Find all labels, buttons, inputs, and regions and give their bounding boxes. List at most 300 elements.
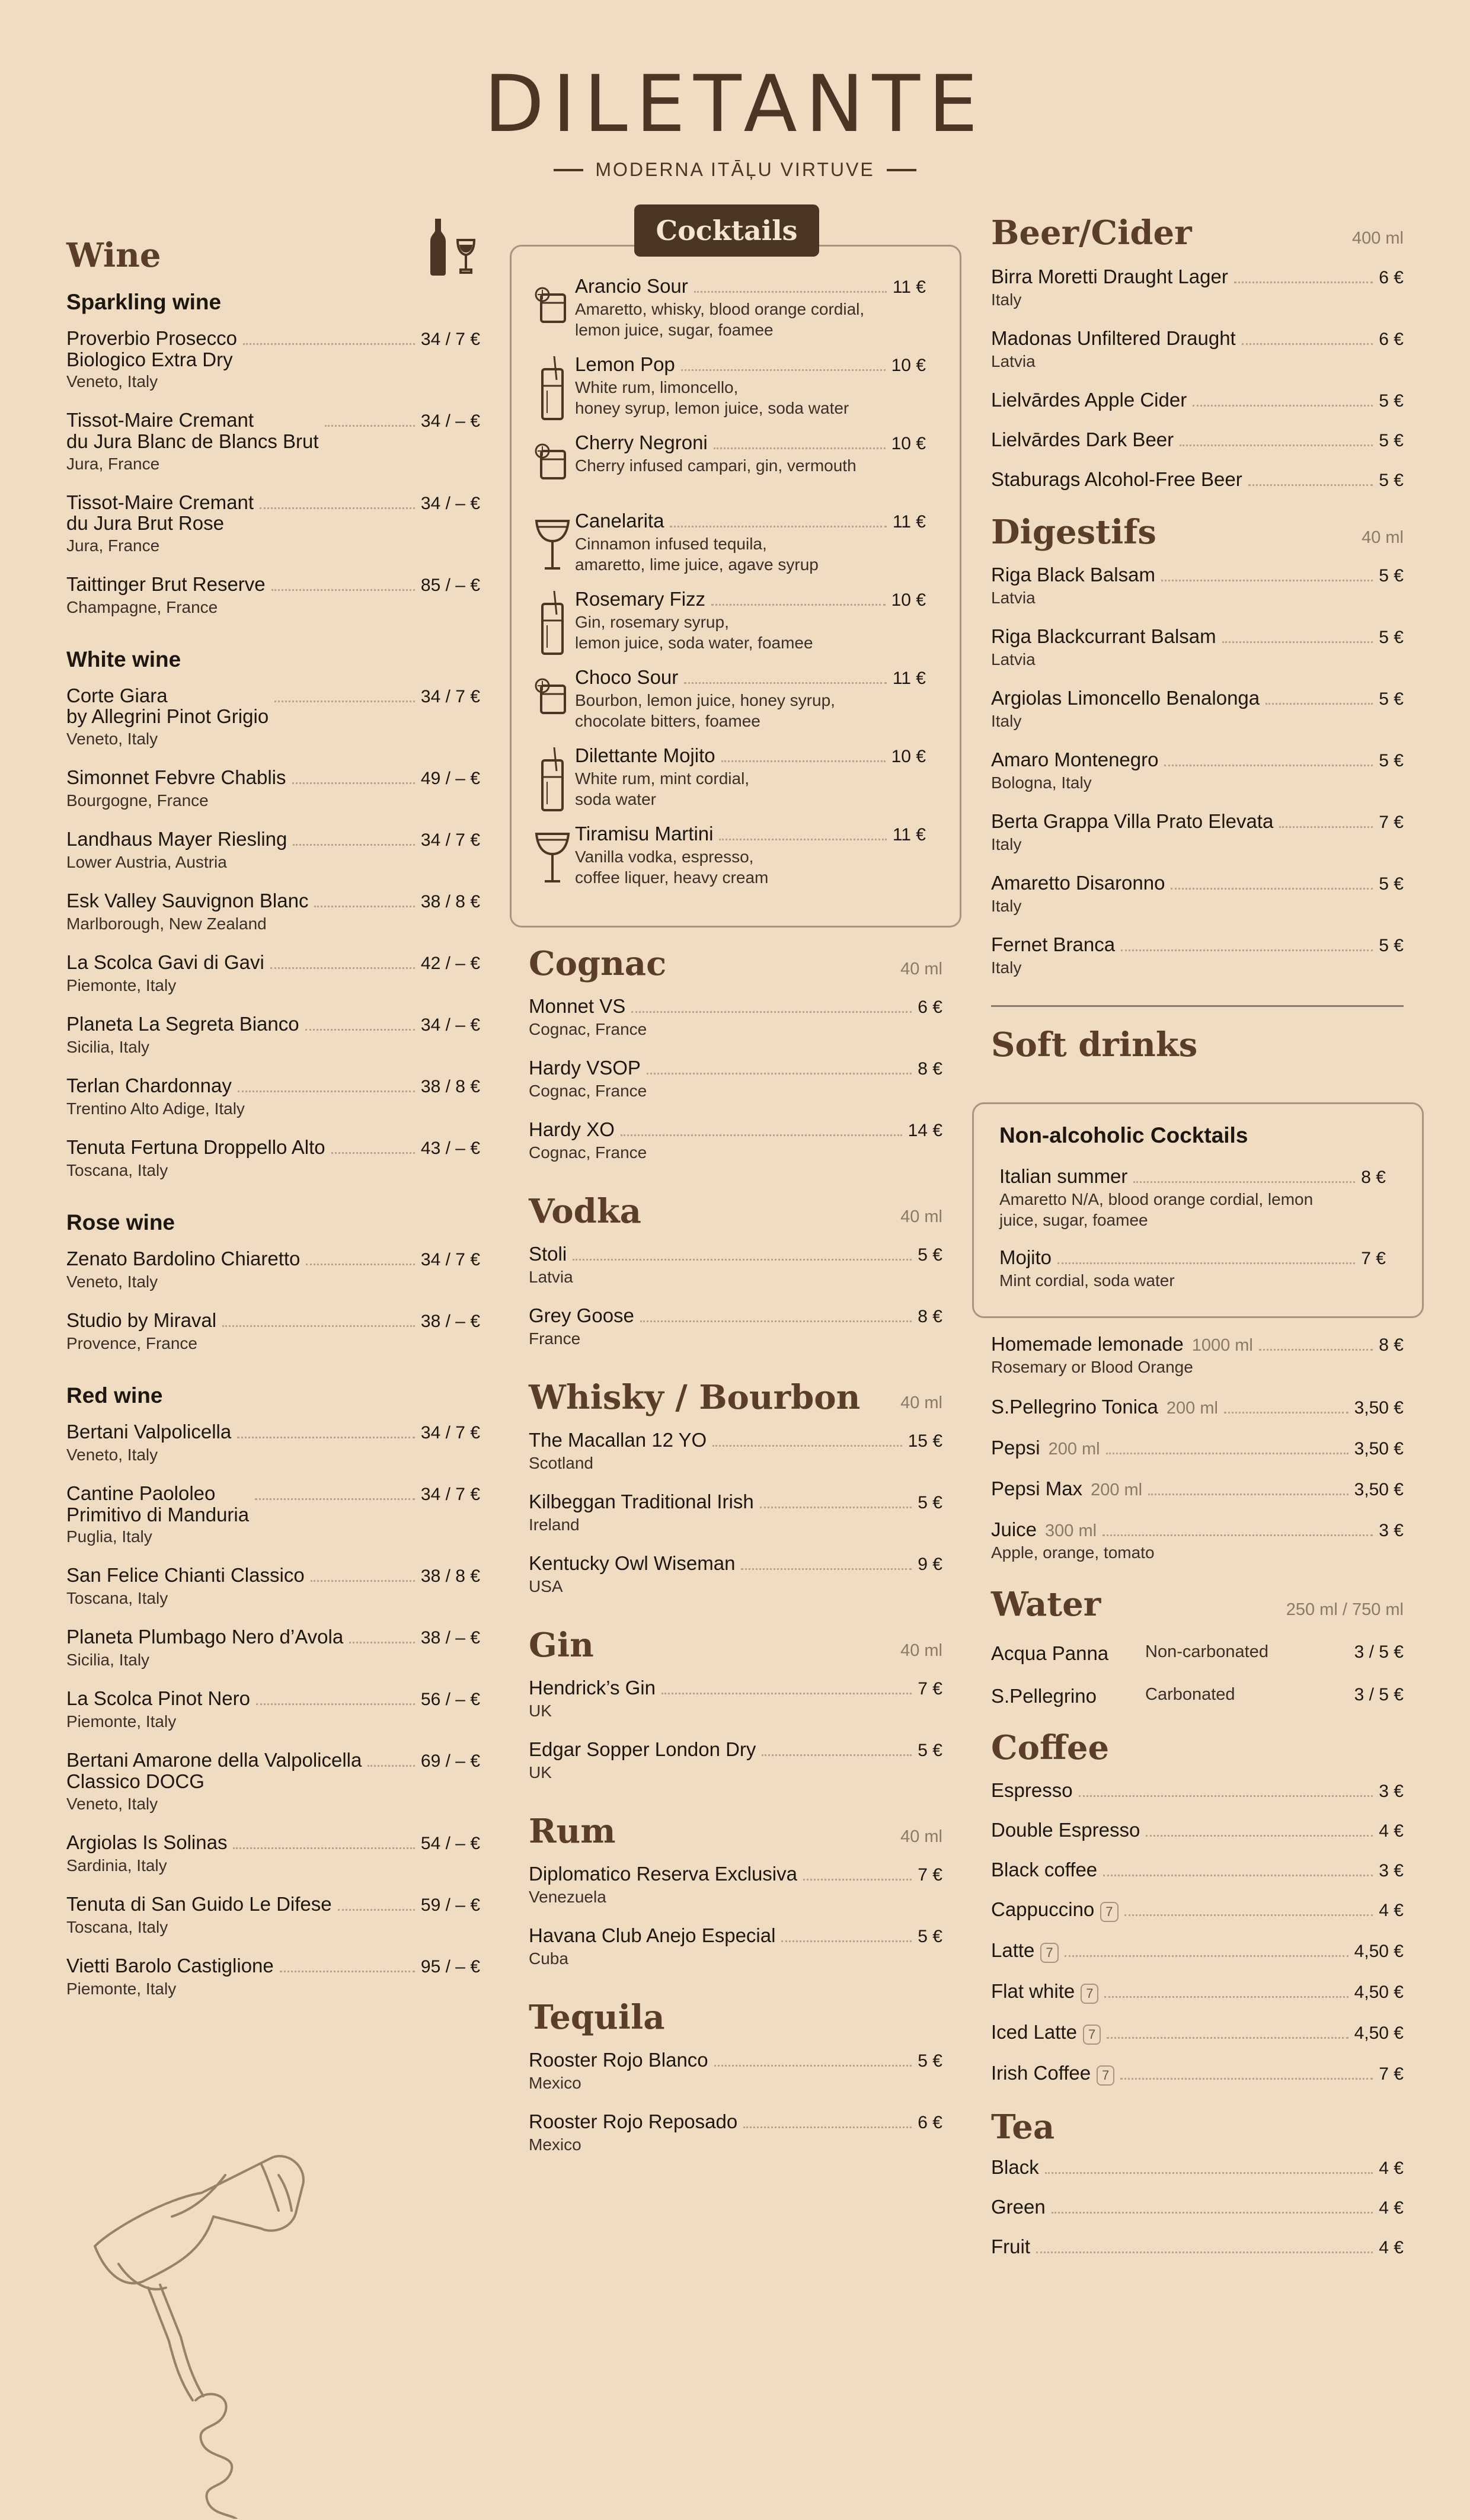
cocktail-item xyxy=(530,745,926,813)
dot-leader xyxy=(233,1847,414,1849)
section-title: Digestifs xyxy=(991,513,1156,552)
item-name: Tissot-Maire Cremant du Jura Blanc de Blancs Brut xyxy=(66,409,319,452)
cocktail-body xyxy=(575,354,926,421)
section-title: Cognac xyxy=(529,944,667,983)
item-name: Taittinger Brut Reserve xyxy=(66,573,266,595)
section-header xyxy=(529,1626,942,1665)
menu-item xyxy=(66,1248,480,1292)
item-name: Vietti Barolo Castiglione xyxy=(66,1954,274,1977)
item-name: Fernet Branca xyxy=(991,933,1116,955)
subsection-title: Non-alcoholic Cocktails xyxy=(999,1123,1248,1147)
dot-leader xyxy=(280,1971,415,1972)
item-origin: Mexico xyxy=(529,2135,581,2154)
item-price: 10 € xyxy=(891,747,926,766)
item-price: 5 € xyxy=(918,1245,942,1265)
dot-leader xyxy=(274,701,415,702)
item-row xyxy=(66,1013,480,1035)
item-name: Italian summer xyxy=(999,1165,1128,1187)
item-row xyxy=(529,1677,942,1699)
menu-item xyxy=(991,2022,1404,2045)
item-name: Pepsi Max xyxy=(991,1478,1083,1499)
menu-item xyxy=(66,829,480,872)
section-header xyxy=(991,2108,1404,2147)
cocktail-item xyxy=(530,432,926,500)
item-price: 5 € xyxy=(1379,689,1404,709)
item-price: 59 / – € xyxy=(420,1895,480,1915)
item-row xyxy=(66,952,480,974)
item-name: Terlan Chardonnay xyxy=(66,1074,232,1096)
menu-item xyxy=(529,1430,942,1473)
section-header xyxy=(991,213,1404,252)
section-header xyxy=(529,1378,942,1417)
menu-item xyxy=(999,1166,1386,1230)
item-price: 34 / 7 € xyxy=(420,830,480,850)
wine-group xyxy=(66,290,480,618)
item-origin: France xyxy=(529,1329,581,1348)
item-name: Bertani Valpolicella xyxy=(66,1421,232,1443)
item-row xyxy=(575,667,926,689)
section-header xyxy=(529,944,942,983)
item-row xyxy=(999,1247,1386,1269)
coupe-glass-icon xyxy=(533,826,572,891)
item-price: 11 € xyxy=(892,277,926,297)
item-name: Rosemary Fizz xyxy=(575,588,706,610)
water-item xyxy=(991,1685,1404,1707)
menu-item xyxy=(999,1247,1386,1291)
section-title: Tequila xyxy=(529,1998,665,2037)
item-price: 4 € xyxy=(1379,1821,1404,1841)
item-row xyxy=(529,1863,942,1885)
item-price: 85 / – € xyxy=(420,575,480,595)
item-price: 5 € xyxy=(918,2051,942,2071)
item-description: Bourbon, lemon juice, honey syrup, chocolate bitters, foamee xyxy=(575,691,835,730)
menu-item xyxy=(529,1057,942,1101)
item-price: 34 / – € xyxy=(420,1015,480,1035)
item-row xyxy=(991,564,1404,586)
menu-item xyxy=(66,685,480,749)
dot-leader xyxy=(714,447,886,449)
cocktail-icon xyxy=(530,667,575,734)
item-origin: Rosemary or Blood Orange xyxy=(991,1358,1193,1376)
item-row xyxy=(529,1739,942,1761)
menu-item xyxy=(991,872,1404,916)
item-price: 6 € xyxy=(1379,330,1404,349)
item-row xyxy=(529,2049,942,2071)
dot-leader xyxy=(1057,1262,1355,1264)
dot-leader xyxy=(237,1437,415,1438)
menu-item xyxy=(66,1013,480,1057)
item-name: Madonas Unfiltered Draught xyxy=(991,327,1236,349)
item-origin: Lower Austria, Austria xyxy=(66,853,227,871)
item-price: 5 € xyxy=(1379,936,1404,955)
item-badge: 7 xyxy=(1081,1984,1098,2004)
dot-leader xyxy=(238,1090,415,1092)
item-row xyxy=(66,1688,480,1710)
dot-leader xyxy=(1124,1914,1373,1916)
item-name: Latte xyxy=(991,1939,1035,1961)
dot-leader xyxy=(781,1940,912,1942)
item-price: 7 € xyxy=(1361,1249,1386,1268)
item-name: Esk Valley Sauvignon Blanc xyxy=(66,890,309,912)
item-name: Planeta La Segreta Bianco xyxy=(66,1013,299,1035)
item-origin: Toscana, Italy xyxy=(66,1589,168,1608)
item-price: 34 / – € xyxy=(420,411,480,431)
dot-leader xyxy=(349,1642,415,1643)
item-row xyxy=(991,1780,1404,1802)
dot-leader xyxy=(803,1879,912,1881)
item-name: Riga Black Balsam xyxy=(991,564,1155,586)
dot-leader xyxy=(684,682,887,684)
vodka-section xyxy=(529,1192,942,1349)
section-note: 40 ml xyxy=(900,1641,942,1660)
item-price: 7 € xyxy=(918,1865,942,1885)
menu-item xyxy=(66,1688,480,1732)
dot-leader xyxy=(1103,1875,1373,1876)
item-row xyxy=(991,389,1404,411)
dot-leader xyxy=(694,291,887,293)
cocktail-body xyxy=(575,667,926,734)
dot-leader xyxy=(1224,1412,1348,1413)
section-note: 40 ml xyxy=(900,1393,942,1412)
item-name: Berta Grappa Villa Prato Elevata xyxy=(991,810,1274,832)
item-name: Hendrick’s Gin xyxy=(529,1677,656,1699)
dot-leader xyxy=(1104,1996,1348,1998)
dot-leader xyxy=(1248,484,1373,486)
item-origin: Champagne, France xyxy=(66,597,218,616)
item-row xyxy=(66,574,480,596)
dot-leader xyxy=(631,1011,912,1013)
item-row xyxy=(991,749,1404,771)
menu-item xyxy=(66,1832,480,1876)
wine-column xyxy=(66,216,480,2017)
item-name: Lielvārdes Dark Beer xyxy=(991,428,1174,450)
menu-item xyxy=(991,687,1404,731)
item-row xyxy=(529,1553,942,1575)
item-row xyxy=(575,354,926,376)
item-origin: Sardinia, Italy xyxy=(66,1856,167,1875)
item-name: Homemade lemonade xyxy=(991,1333,1184,1355)
item-row xyxy=(66,1955,480,1977)
item-name: Cantine Paololeo Primitivo di Manduria xyxy=(66,1482,250,1526)
item-row xyxy=(575,589,926,610)
item-row xyxy=(575,510,926,532)
divider xyxy=(887,169,916,171)
item-name: Choco Sour xyxy=(575,666,679,688)
menu-item xyxy=(991,2236,1404,2258)
section-title: Beer/Cider xyxy=(991,213,1192,252)
item-row xyxy=(529,1925,942,1947)
item-name: Riga Blackcurrant Balsam xyxy=(991,625,1216,647)
item-row xyxy=(529,1119,942,1141)
item-name: Proverbio Prosecco Biologico Extra Dry xyxy=(66,327,237,370)
item-price: 56 / – € xyxy=(420,1690,480,1710)
menu-item xyxy=(991,626,1404,670)
menu-item xyxy=(66,1565,480,1608)
dot-leader xyxy=(662,1693,912,1694)
item-row xyxy=(991,1859,1404,1881)
item-row xyxy=(991,687,1404,709)
item-description: Cinnamon infused tequila, amaretto, lime juice, agave syrup xyxy=(575,535,819,574)
item-price: 54 / – € xyxy=(420,1833,480,1853)
item-row xyxy=(991,328,1404,350)
item-name: Black xyxy=(991,2156,1039,2178)
menu-item xyxy=(66,1421,480,1465)
divider xyxy=(991,1005,1404,1007)
item-origin: Veneto, Italy xyxy=(66,372,158,391)
item-name: Pepsi xyxy=(991,1437,1040,1459)
item-row xyxy=(529,1057,942,1079)
highball-glass-icon xyxy=(533,747,572,813)
item-volume: 1000 ml xyxy=(1191,1336,1253,1355)
item-row xyxy=(991,2236,1404,2258)
dot-leader xyxy=(1266,703,1373,705)
item-row xyxy=(529,1491,942,1513)
item-price: 42 / – € xyxy=(420,954,480,973)
item-description: Amaretto N/A, blood orange cordial, lemon juice, sugar, foamee xyxy=(999,1190,1314,1229)
item-row xyxy=(991,1396,1404,1418)
item-price: 5 € xyxy=(1379,628,1404,647)
item-name: Hardy XO xyxy=(529,1118,615,1140)
na-list xyxy=(999,1166,1386,1291)
item-row xyxy=(529,2111,942,2133)
item-badge: 7 xyxy=(1083,2025,1101,2045)
item-name: Edgar Sopper London Dry xyxy=(529,1738,756,1760)
item-price: 3 / 5 € xyxy=(1354,1642,1404,1662)
menu-item xyxy=(66,1626,480,1670)
cocktail-icon xyxy=(530,589,575,656)
item-name: La Scolca Gavi di Gavi xyxy=(66,951,264,973)
item-origin: Veneto, Italy xyxy=(66,730,158,748)
item-name: Juice xyxy=(991,1518,1037,1540)
section-header xyxy=(529,1998,942,2037)
item-price: 95 / – € xyxy=(420,1956,480,1977)
item-badge: 7 xyxy=(1040,1943,1058,1963)
item-name: Lielvārdes Apple Cider xyxy=(991,389,1187,411)
dot-leader xyxy=(1120,2078,1373,2080)
item-origin: Marlborough, New Zealand xyxy=(66,914,267,933)
dot-leader xyxy=(1180,444,1373,446)
item-description: White rum, mint cordial, soda water xyxy=(575,769,750,808)
item-name: Double Espresso xyxy=(991,1819,1140,1841)
menu-item xyxy=(991,266,1404,310)
menu-item xyxy=(529,1305,942,1349)
item-price: 4,50 € xyxy=(1354,1982,1404,2002)
item-price: 11 € xyxy=(892,512,926,532)
wine-group xyxy=(66,647,480,1181)
gin-section xyxy=(529,1626,942,1783)
menu-item xyxy=(66,1137,480,1181)
item-name: Argiolas Is Solinas xyxy=(66,1831,228,1853)
item-name: Kentucky Owl Wiseman xyxy=(529,1552,736,1574)
dot-leader xyxy=(271,589,415,591)
item-price: 11 € xyxy=(892,669,926,688)
item-price: 10 € xyxy=(891,590,926,610)
section-title: Water xyxy=(991,1585,1101,1624)
section-note: 40 ml xyxy=(900,960,942,978)
menu-item xyxy=(66,574,480,618)
dot-leader xyxy=(1065,1955,1348,1957)
item-price: 38 / 8 € xyxy=(420,892,480,912)
dot-leader xyxy=(711,604,886,606)
dot-leader xyxy=(1222,641,1373,643)
spirits-column xyxy=(529,944,942,2173)
menu-item xyxy=(991,469,1404,491)
item-price: 3,50 € xyxy=(1354,1398,1404,1418)
item-origin: Puglia, Italy xyxy=(66,1527,152,1546)
menu-item xyxy=(991,1437,1404,1459)
dot-leader xyxy=(743,2126,912,2128)
wine-header xyxy=(66,216,480,275)
item-origin: Bologna, Italy xyxy=(991,773,1092,792)
item-price: 5 € xyxy=(1379,391,1404,411)
item-origin: Latvia xyxy=(991,352,1036,370)
item-price: 15 € xyxy=(907,1431,942,1451)
item-row xyxy=(529,1430,942,1451)
rocks-glass-citrus-icon xyxy=(533,278,572,343)
cocktails-title: Cocktails xyxy=(634,204,819,257)
item-row xyxy=(66,1421,480,1443)
item-name: Simonnet Febvre Chablis xyxy=(66,766,286,788)
cocktail-icon xyxy=(530,745,575,813)
item-row xyxy=(991,1981,1404,2004)
item-name: Diplomatico Reserva Exclusiva xyxy=(529,1863,797,1885)
item-price: 3 € xyxy=(1379,1782,1404,1801)
item-origin: Jura, France xyxy=(66,536,160,555)
dot-leader xyxy=(621,1134,902,1136)
item-name: Cappuccino xyxy=(991,1898,1095,1920)
brand-header xyxy=(0,59,1470,181)
menu-item xyxy=(66,890,480,934)
section-title: Whisky / Bourbon xyxy=(529,1378,861,1417)
item-row xyxy=(991,811,1404,833)
item-name: Stoli xyxy=(529,1243,567,1265)
section-note: 40 ml xyxy=(900,1207,942,1226)
item-origin: Italy xyxy=(991,958,1022,977)
item-price: 4 € xyxy=(1379,2158,1404,2178)
item-row xyxy=(529,996,942,1018)
item-origin: Venezuela xyxy=(529,1888,606,1906)
item-price: 5 € xyxy=(918,1927,942,1946)
item-row xyxy=(66,492,480,534)
cocktail-item xyxy=(530,510,926,578)
cocktail-icon xyxy=(530,510,575,578)
item-price: 4,50 € xyxy=(1354,1942,1404,1961)
menu-item xyxy=(991,1899,1404,1922)
item-origin: Italy xyxy=(991,712,1022,730)
dot-leader xyxy=(1045,2172,1373,2174)
item-name: Dilettante Mojito xyxy=(575,744,715,766)
item-price: 9 € xyxy=(918,1555,942,1574)
highball-glass-icon xyxy=(533,356,572,421)
beer-section xyxy=(991,213,1404,491)
subsection-title: White wine xyxy=(66,647,181,671)
section-title: Tea xyxy=(991,2108,1055,2147)
dot-leader xyxy=(719,839,886,840)
item-origin: Cognac, France xyxy=(529,1143,647,1162)
item-row xyxy=(575,432,926,454)
item-description: Vanilla vodka, espresso, coffee liquer, heavy cream xyxy=(575,848,769,887)
item-row xyxy=(991,934,1404,956)
dot-leader xyxy=(1164,765,1373,766)
item-name: Tiramisu Martini xyxy=(575,823,714,845)
menu-item xyxy=(991,2196,1404,2218)
item-row xyxy=(991,1333,1404,1355)
item-name: La Scolca Pinot Nero xyxy=(66,1687,251,1710)
dot-leader xyxy=(1234,282,1373,283)
dot-leader xyxy=(762,1754,912,1756)
item-row xyxy=(66,1310,480,1332)
cocktail-item xyxy=(530,276,926,343)
item-origin: Italy xyxy=(991,290,1022,309)
menu-item xyxy=(991,429,1404,451)
cocktail-body xyxy=(575,823,926,891)
section-header xyxy=(991,513,1404,552)
item-price: 8 € xyxy=(1379,1335,1404,1355)
water-list xyxy=(991,1642,1404,1707)
item-origin: Scotland xyxy=(529,1454,593,1472)
cocktail-icon xyxy=(530,276,575,343)
item-price: 4 € xyxy=(1379,1901,1404,1920)
dot-leader xyxy=(741,1568,912,1570)
item-name: Amaro Montenegro xyxy=(991,749,1159,770)
dot-leader xyxy=(721,760,886,762)
section-note: 40 ml xyxy=(900,1827,942,1846)
item-price: 49 / – € xyxy=(420,769,480,788)
item-price: 10 € xyxy=(891,356,926,375)
subsection-title: Red wine xyxy=(66,1383,163,1408)
section-header xyxy=(991,1728,1404,1767)
item-price: 5 € xyxy=(1379,566,1404,586)
item-row xyxy=(66,1832,480,1854)
item-price: 5 € xyxy=(1379,431,1404,450)
item-name: Flat white xyxy=(991,1980,1075,2002)
item-row xyxy=(66,410,480,452)
item-row xyxy=(66,1483,480,1525)
dot-leader xyxy=(305,1029,415,1031)
item-row xyxy=(991,1437,1404,1459)
item-row xyxy=(575,823,926,845)
item-price: 4 € xyxy=(1379,2198,1404,2218)
menu-item xyxy=(66,1075,480,1119)
menu-item xyxy=(529,1677,942,1721)
item-origin: Toscana, Italy xyxy=(66,1917,168,1936)
item-origin: Cuba xyxy=(529,1949,568,1968)
menu-item xyxy=(991,1396,1404,1418)
item-price: 7 € xyxy=(1379,2064,1404,2084)
section-title: Wine xyxy=(66,236,161,275)
menu-item xyxy=(66,767,480,811)
item-price: 4,50 € xyxy=(1354,2023,1404,2043)
dot-leader xyxy=(260,507,415,509)
item-price: 3,50 € xyxy=(1354,1480,1404,1499)
item-price: 10 € xyxy=(891,434,926,453)
item-description: Amaretto, whisky, blood orange cordial, lemon juice, sugar, foamee xyxy=(575,300,865,339)
rocks-glass-citrus-icon xyxy=(533,669,572,734)
item-price: 38 / – € xyxy=(420,1628,480,1648)
dot-leader xyxy=(1259,1349,1373,1351)
dot-leader xyxy=(314,906,414,907)
cocktail-body xyxy=(575,589,926,656)
item-name: Planeta Plumbago Nero d’Avola xyxy=(66,1626,344,1648)
item-origin: UK xyxy=(529,1702,552,1720)
item-name: Mojito xyxy=(999,1246,1052,1268)
rocks-glass-citrus-icon xyxy=(533,434,572,500)
item-price: 6 € xyxy=(918,2113,942,2132)
menu-item xyxy=(66,492,480,556)
item-row xyxy=(66,1137,480,1159)
item-price: 6 € xyxy=(918,997,942,1017)
item-price: 5 € xyxy=(918,1493,942,1512)
